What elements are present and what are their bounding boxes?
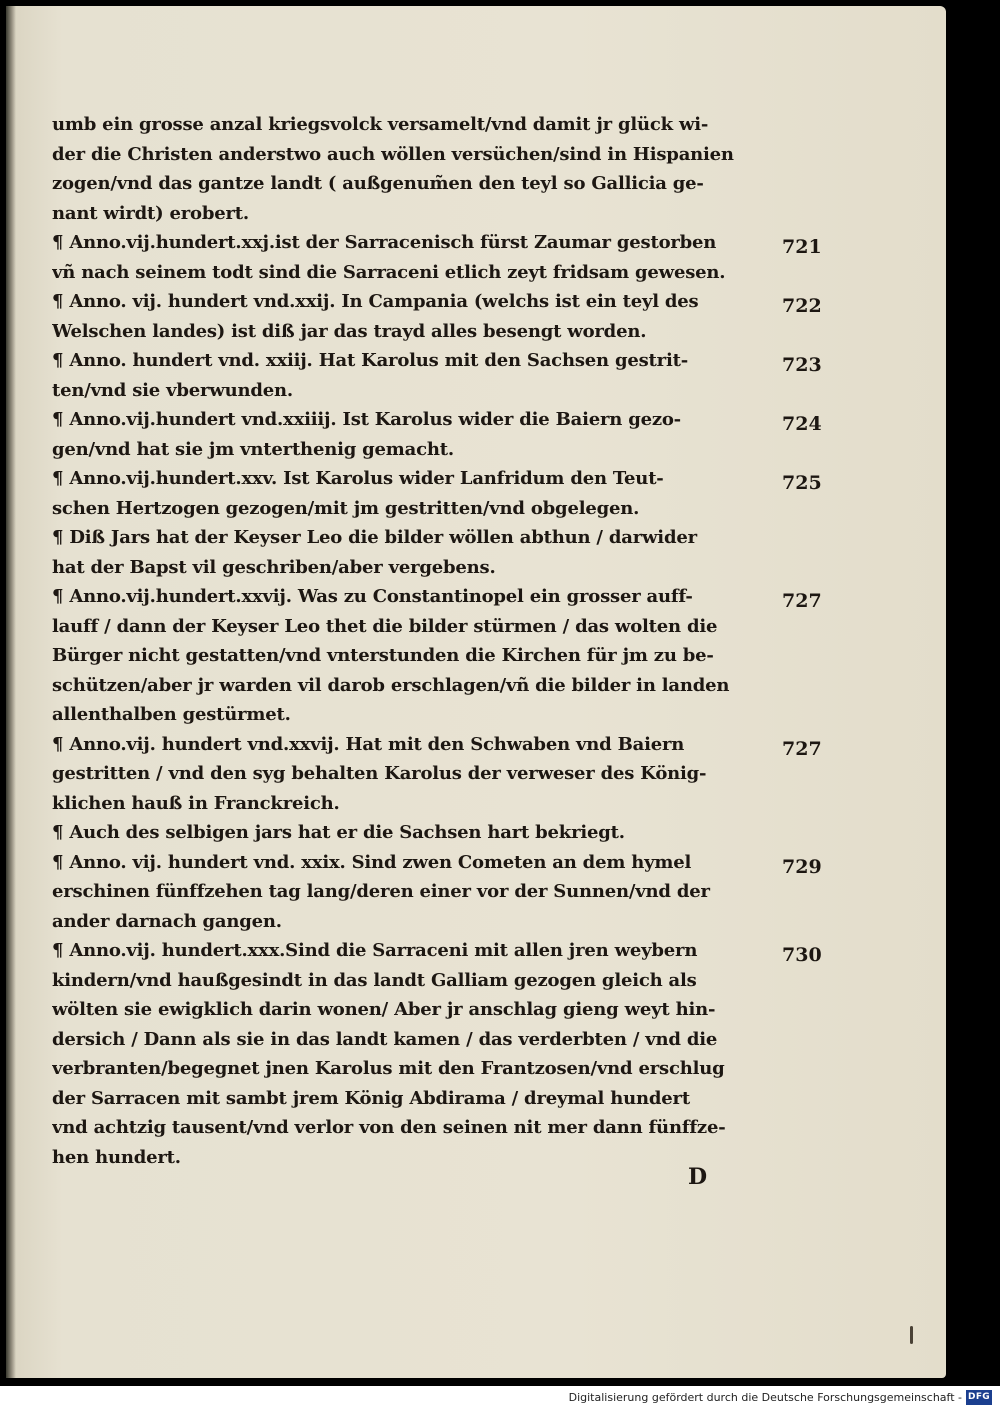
text-line: nant wirdt) erobert. [52, 202, 249, 224]
margin-year: 730 [782, 944, 822, 966]
text-line: der die Christen anderstwo auch wöllen versüchen/sind in Hispanien [52, 143, 734, 165]
text-line: ¶ Anno.vij. hundert.xxx.Sind die Sarraceni mit allen jren weybern [52, 940, 698, 961]
text-line: der Sarracen mit sambt jrem König Abdirama / dreymal hundert [52, 1087, 690, 1109]
text-line: ¶ Anno. vij. hundert vnd.xxij. In Campania (welchs ist ein teyl des [52, 291, 699, 312]
text-line: ¶ Anno.vij.hundert.xxvij. Was zu Constantinopel ein grosser auff- [52, 586, 693, 607]
text-line: ander darnach gangen. [52, 910, 282, 932]
margin-year: 721 [782, 236, 822, 258]
text-line: schützen/aber jr warden vil darob erschlagen/vñ die bilder in landen [52, 674, 730, 696]
text-line: ¶ Diß Jars hat der Keyser Leo die bilder wöllen abthun / darwider [52, 527, 697, 548]
footer-bar [0, 1386, 1000, 1411]
text-line: hat der Bapst vil geschriben/aber vergebens. [52, 556, 496, 578]
footer-credit: Digitalisierung gefördert durch die Deutsche Forschungsgemeinschaft - [568, 1391, 962, 1404]
signature-mark: D [688, 1164, 708, 1190]
text-line: allenthalben gestürmet. [52, 704, 291, 725]
text-line: klichen hauß in Franckreich. [52, 792, 340, 814]
text-line: kindern/vnd haußgesindt in das landt Galliam gezogen gleich als [52, 969, 697, 991]
text-line: ¶ Auch des selbigen jars hat er die Sachsen hart bekriegt. [52, 822, 625, 843]
text-line: gestritten / vnd den syg behalten Karolus der verweser des König- [52, 763, 707, 784]
text-line: ¶ Anno.vij. hundert vnd.xxvij. Hat mit den Schwaben vnd Baiern [52, 733, 685, 755]
margin-year: 727 [782, 590, 822, 612]
text-line: dersich / Dann als sie in das landt kamen / das verderbten / vnd die [52, 1028, 718, 1050]
text-line: ¶ Anno.vij.hundert vnd.xxiiij. Ist Karolus wider die Baiern gezo- [52, 409, 681, 430]
text-line: erschinen fünffzehen tag lang/deren einer vor der Sunnen/vnd der [52, 881, 710, 902]
text-line: ¶ Anno.vij.hundert.xxv. Ist Karolus wider Lanfridum den Teut- [52, 468, 664, 489]
text-line: ten/vnd sie vberwunden. [52, 379, 293, 401]
text-line: umb ein grosse anzal kriegsvolck versamelt/vnd damit jr glück wi- [52, 114, 709, 135]
text-line: vnd achtzig tausent/vnd verlor von den seinen nit mer dann fünffze- [52, 1117, 726, 1138]
text-line: vñ nach seinem todt sind die Sarraceni etlich zeyt fridsam gewesen. [52, 261, 726, 283]
margin-year: 724 [782, 413, 822, 435]
dfg-logo[interactable]: DFG [966, 1390, 992, 1405]
ink-mark [910, 1326, 913, 1344]
page-gutter-shadow [6, 6, 16, 1378]
text-line: verbranten/begegnet jnen Karolus mit den Frantzosen/vnd erschlug [52, 1058, 725, 1079]
margin-year: 723 [782, 354, 822, 376]
text-line: hen hundert. [52, 1146, 181, 1168]
book-page [6, 6, 946, 1378]
margin-year: 725 [782, 472, 822, 494]
margin-year: 722 [782, 295, 822, 317]
text-line: gen/vnd hat sie jm vnterthenig gemacht. [52, 438, 454, 460]
text-line: lauff / dann der Keyser Leo thet die bilder stürmen / das wolten die [52, 615, 718, 637]
margin-year: 729 [782, 855, 822, 878]
text-line: Bürger nicht gestatten/vnd vnterstunden die Kirchen für jm zu be- [52, 645, 714, 666]
text-line: zogen/vnd das gantze landt ( außgenum̃en den teyl so Gallicia ge- [52, 173, 704, 194]
text-line: Welschen landes) ist diß jar das trayd alles besengt worden. [52, 320, 647, 342]
margin-year: 727 [782, 737, 822, 760]
page-body-text [52, 110, 772, 1172]
text-line: schen Hertzogen gezogen/mit jm gestritten/vnd obgelegen. [52, 497, 640, 519]
text-line: ¶ Anno. vij. hundert vnd. xxix. Sind zwen Cometen an dem hymel [52, 851, 692, 873]
text-line: ¶ Anno.vij.hundert.xxj.ist der Sarracenisch fürst Zaumar gestorben [52, 232, 717, 253]
text-line: wölten sie ewigklich darin wonen/ Aber jr anschlag gieng weyt hin- [52, 999, 716, 1020]
text-line: ¶ Anno. hundert vnd. xxiij. Hat Karolus mit den Sachsen gestrit- [52, 350, 688, 371]
